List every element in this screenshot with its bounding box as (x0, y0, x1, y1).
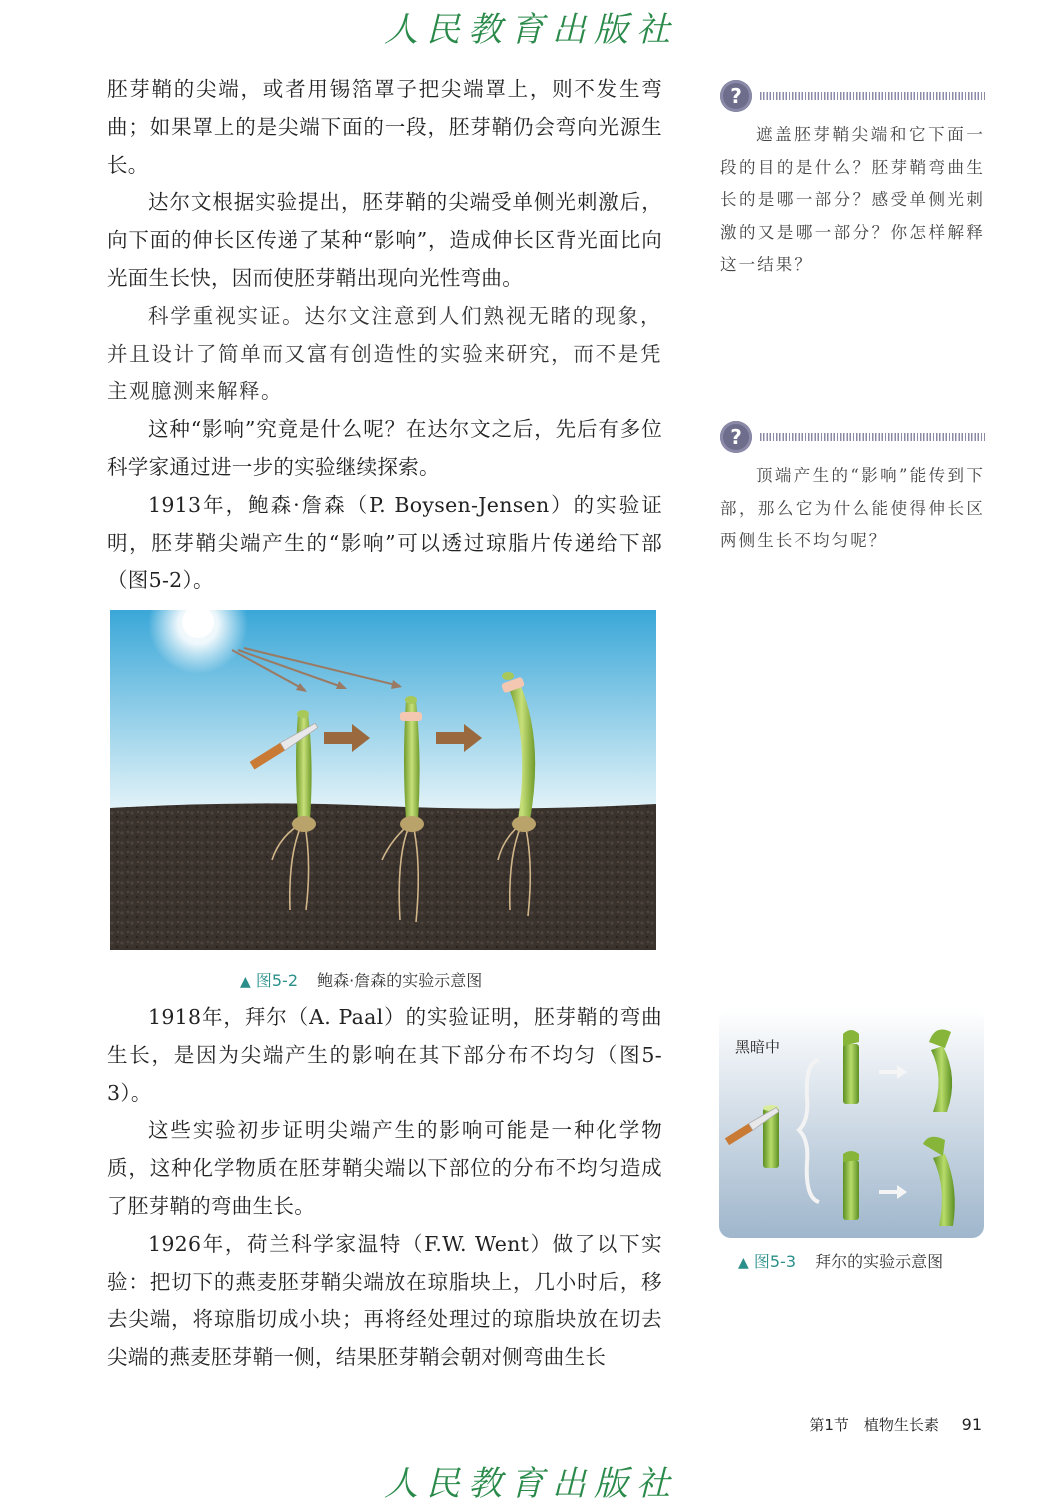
triangle-marker-icon: ▲ (240, 974, 251, 990)
question-text: 顶端产生的“影响”能传到下部，那么它为什么能使得伸长区两侧生长不均匀呢？ (720, 466, 985, 550)
section-title: 第1节 植物生长素 (809, 1416, 939, 1434)
main-text-block-2 (107, 999, 662, 1377)
page-footer (809, 1414, 982, 1435)
publisher-logo-bottom: 人民教育出版社 (384, 1464, 678, 1504)
paragraph-emphasis: 科学重视实证。达尔文注意到人们熟视无睹的现象，并且设计了简单而又富有创造性的实验来研究，而不是凭主观臆测来解释。 (107, 303, 662, 404)
paragraph: 1913年，鲍森·詹森（P. Boysen-Jensen）的实验证明，胚芽鞘尖端产生的“影响”可以透过琼脂片传递给下部（图5-2）。 (107, 492, 662, 593)
figure-5-3-caption (738, 1249, 943, 1272)
dotted-rule (760, 92, 985, 100)
figure-5-2-caption (240, 968, 482, 991)
question-mark-icon: ? (720, 80, 752, 112)
publisher-logo-top: 人民教育出版社 (384, 10, 678, 50)
sidebar-question-1 (720, 79, 985, 282)
paragraph: 达尔文根据实验提出，胚芽鞘的尖端受单侧光刺激后，向下面的伸长区传递了某种“影响”，造成伸长区背光面比向光面生长快，因而使胚芽鞘出现向光性弯曲。 (107, 190, 662, 290)
figure-5-3-illustration (719, 1008, 984, 1238)
paragraph: 这种“影响”究竟是什么呢？在达尔文之后，先后有多位科学家通过进一步的实验继续探索。 (107, 417, 662, 479)
paragraph: 1926年，荷兰科学家温特（F.W. Went）做了以下实验：把切下的燕麦胚芽鞘尖端放在琼脂块上，几小时后，移去尖端，将琼脂切成小块；再将经处理过的琼脂块放在切去尖端的燕麦胚芽鞘一侧，结果胚芽鞘会朝对侧弯曲生长 (107, 1231, 662, 1370)
figure-number: 图5-2 (255, 971, 299, 990)
paragraph: 1918年，拜尔（A. Paal）的实验证明，胚芽鞘的弯曲生长，是因为尖端产生的影响在其下部分布不均匀（图5-3）。 (107, 1005, 662, 1105)
darkness-label: 黑暗中 (735, 1038, 781, 1056)
dotted-rule (760, 433, 985, 441)
sidebar-question-2 (720, 420, 985, 558)
figure-caption-text: 拜尔的实验示意图 (815, 1252, 944, 1271)
main-text-block-1 (107, 71, 662, 600)
triangle-marker-icon: ▲ (738, 1255, 749, 1271)
question-mark-icon: ? (720, 421, 752, 453)
figure-number: 图5-3 (753, 1252, 797, 1271)
figure-caption-text: 鲍森·詹森的实验示意图 (317, 971, 483, 990)
boysen-jensen-experiment-svg (110, 610, 656, 950)
paragraph: 这些实验初步证明尖端产生的影响可能是一种化学物质，这种化学物质在胚芽鞘尖端以下部位的分布不均匀造成了胚芽鞘的弯曲生长。 (107, 1118, 662, 1218)
question-text: 遮盖胚芽鞘尖端和它下面一段的目的是什么？胚芽鞘弯曲生长的是哪一部分？感受单侧光刺激的又是哪一部分？你怎样解释这一结果？ (720, 125, 985, 274)
page-number: 91 (961, 1415, 982, 1434)
figure-5-2-illustration (110, 610, 656, 950)
paragraph: 胚芽鞘的尖端，或者用锡箔罩子把尖端罩上，则不发生弯曲；如果罩上的是尖端下面的一段，胚芽鞘仍会弯向光源生长。 (107, 77, 662, 177)
